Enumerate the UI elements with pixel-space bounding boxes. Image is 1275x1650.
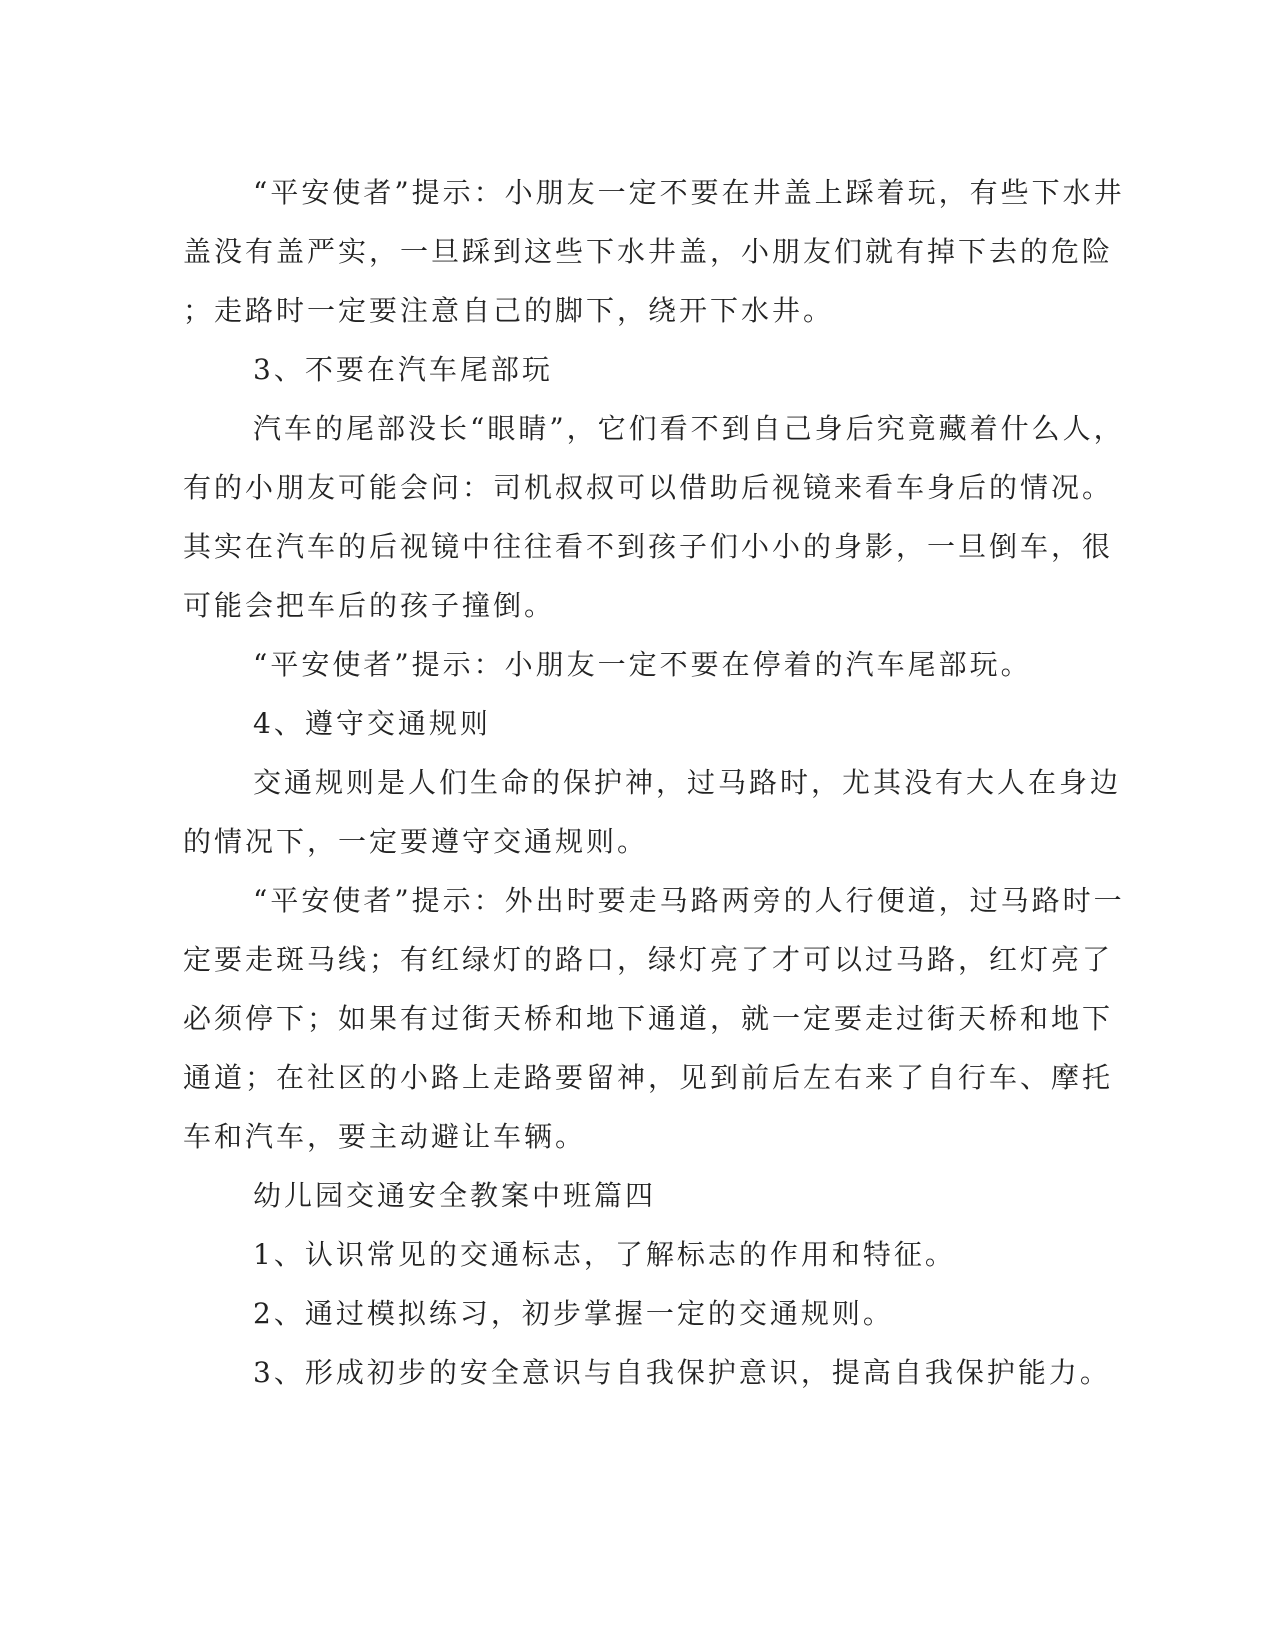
section-title: 幼儿园交通安全教案中班篇四 xyxy=(253,1179,657,1212)
paragraph-car-rear-tip: “平安使者”提示：小朋友一定不要在停着的汽车尾部玩。 xyxy=(253,648,1032,681)
heading-item-3: 3、不要在汽车尾部玩 xyxy=(253,353,553,386)
paragraph-traffic-rules xyxy=(183,753,1122,871)
text-line: 定要走斑马线；有红绿灯的路口，绿灯亮了才可以过马路，红灯亮了 xyxy=(183,943,1114,976)
text-line: 可能会把车后的孩子撞倒。 xyxy=(183,589,556,622)
text-line: 必须停下；如果有过街天桥和地下通道，就一定要走过街天桥和地下 xyxy=(183,1002,1114,1035)
text-line: “平安使者”提示：小朋友一定不要在井盖上踩着玩，有些下水井 xyxy=(253,176,1125,209)
text-line: 汽车的尾部没长“眼睛”，它们看不到自己身后究竟藏着什么人， xyxy=(253,412,1125,445)
text-line: “平安使者”提示：外出时要走马路两旁的人行便道，过马路时一 xyxy=(253,884,1125,917)
text-line: 其实在汽车的后视镜中往往看不到孩子们小小的身影，一旦倒车，很 xyxy=(183,530,1114,563)
text-line: 盖没有盖严实，一旦踩到这些下水井盖，小朋友们就有掉下去的危险 xyxy=(183,235,1114,268)
paragraph-car-rear xyxy=(183,399,1125,635)
text-line: ；走路时一定要注意自己的脚下，绕开下水井。 xyxy=(183,294,835,327)
paragraph-manhole-tip xyxy=(183,163,1125,340)
text-line: 有的小朋友可能会问：司机叔叔可以借助后视镜来看车身后的情况。 xyxy=(183,471,1114,504)
goal-item-2: 2、通过模拟练习，初步掌握一定的交通规则。 xyxy=(253,1297,894,1330)
goal-item-1: 1、认识常见的交通标志，了解标志的作用和特征。 xyxy=(253,1238,956,1271)
goal-item-3: 3、形成初步的安全意识与自我保护意识，提高自我保护能力。 xyxy=(253,1356,1111,1389)
text-line: 交通规则是人们生命的保护神，过马路时，尤其没有大人在身边 xyxy=(253,766,1122,799)
paragraph-traffic-tip xyxy=(183,871,1125,1166)
text-line: 车和汽车，要主动避让车辆。 xyxy=(183,1120,587,1153)
text-line: 的情况下，一定要遵守交通规则。 xyxy=(183,825,649,858)
text-line: 通道；在社区的小路上走路要留神，见到前后左右来了自行车、摩托 xyxy=(183,1061,1114,1094)
heading-item-4: 4、遵守交通规则 xyxy=(253,707,491,740)
document-body xyxy=(183,163,1125,1402)
